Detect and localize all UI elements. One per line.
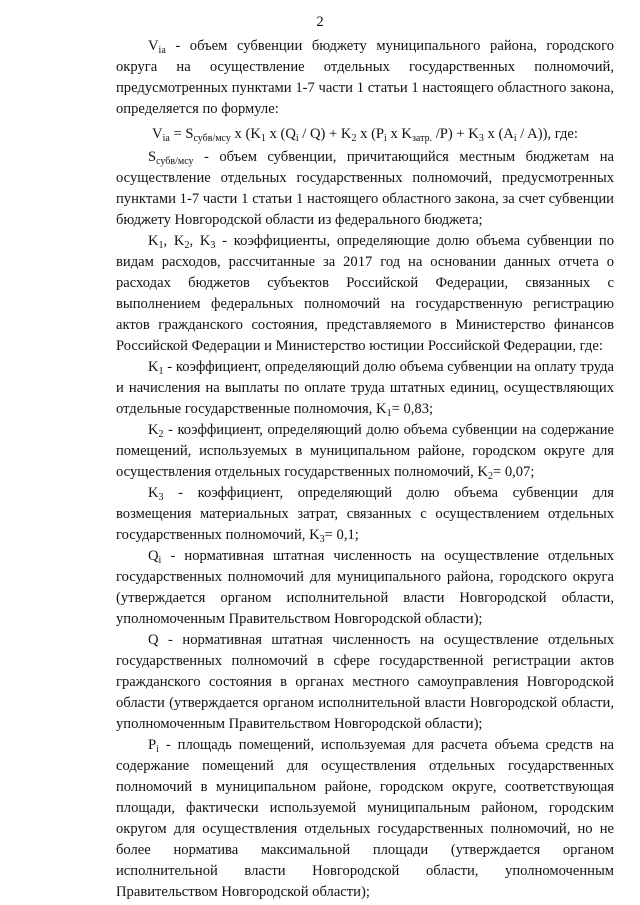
paragraph-coefficients: $K_1$, $K_2$, $K_3$ - коэффициенты, определяющие долю объема субвенции по видам расходов, рассчитанные за 2017 год на основании данных отчета о расходах бюджетов субъектов Российской Федерации, связанных с выполнением федеральных полномочий на государственную регистрацию актов гражданского состояния, представляемого в Министерство финансов Российской Федерации и Министерство юстиции Российской Федерации, где: — [116, 233, 614, 354]
paragraph-qi: $Q_i$ - нормативная штатная численность на осуществление отдельных государственных полномочий для муниципального района, городского округа (утверждается органом исполнительной власти Новгородской области, уполномоченным Правительством Новгородской области); — [116, 548, 614, 627]
paragraph-s-subv: $S_{субв/мсу}$ - объем субвенции, причитающийся местным бюджетам на осуществление отдельных государственных полномочий, предусмотренных пунктами 1-7 части 1 статьи 1 настоящего областного закона, за счет субвенции бюджету Новгородской области из федерального бюджета; — [116, 149, 614, 228]
document-body — [116, 36, 614, 903]
paragraph-k2: $K_2$ - коэффициент, определяющий долю объема субвенции на содержание помещений, используемых в муниципальном районе, городском округе для осуществления отдельных государственных полномочий, $K_2= 0,07$; — [116, 422, 614, 482]
paragraph-q: Q - нормативная штатная численность на осуществление отдельных государственных полномочий в сфере государственной регистрации актов гражданского состояния в органах местного самоуправления Новгородской области (утверждается органом исполнительной власти Новгородской области, уполномоченным Правительством Новгородской области); — [116, 632, 614, 732]
formula: $V_{ia} = S_{субв/мсу}$ x ($K_1$ x $(Q_i / Q) + K_2$ x ($P_i$ x $K_{затр.}$ $/P) + K_3$ x $(A_i / A)$), где: — [152, 126, 578, 144]
paragraph-k1: $K_1$ - коэффициент, определяющий долю объема субвенции на оплату труда и начисления на выплаты по оплате труда штатных единиц, осуществляющих отдельные государственные полномочия, $K_1= 0,83$; — [116, 359, 614, 419]
paragraph-k3: $K_3$ - коэффициент, определяющий долю объема субвенции для возмещения материальных затрат, связанных с осуществлением отдельных государственных полномочий, $K_3= 0,1$; — [116, 485, 614, 545]
page-number: 2 — [316, 14, 324, 30]
paragraph-pi: $P_i$ - площадь помещений, используемая для расчета объема средств на содержание помещений для осуществления отдельных государственных полномочий в муниципальном районе, городском округе, соответствующая площади, фактически используемой муниципальным районом, городским округом для осуществления отдельных государственных полномочий, но не более норматива максимальной площади (утверждается органом исполнительной власти Новгородской области, уполномоченным Правительством Новгородской области); — [116, 737, 614, 900]
paragraph-via-definition: $V_{ia}$ - объем субвенции бюджету муниципального района, городского округа на осуществление отдельных государственных полномочий, предусмотренных пунктами 1-7 части 1 статьи 1 настоящего областного закона, определяется по формуле: — [116, 38, 614, 117]
